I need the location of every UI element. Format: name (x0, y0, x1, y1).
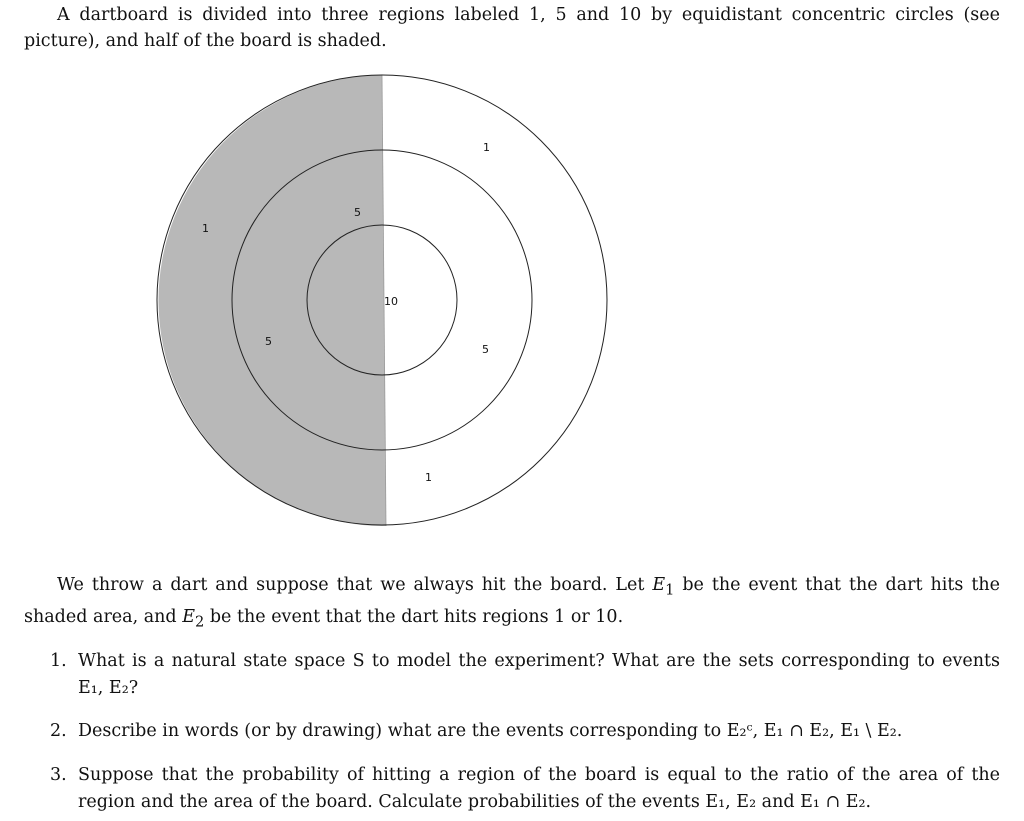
setup-text-2: be the event that the dart hits the shaded area, and (24, 575, 1000, 627)
event-e1-sub: 1 (665, 581, 675, 599)
question-1 (50, 648, 1000, 702)
label-middle-right: 5 (482, 343, 489, 356)
label-outer-left: 1 (202, 222, 209, 235)
question-2-text: Describe in words (or by drawing) what are the events corresponding to E₂ᶜ, E₁ ∩ E₂, E₁ \ E₂. (78, 721, 903, 741)
label-outer-right-top: 1 (483, 141, 490, 154)
question-1-text: What is a natural state space S to model the experiment? What are the sets corresponding to events E₁, E₂? (78, 651, 1000, 698)
question-3-text: Suppose that the probability of hitting a region of the board is equal to the ratio of the area of the region and the area of the board. Calculate probabilities of the events E₁, E₂ and E₁ ∩ E₂. (78, 765, 1000, 812)
event-e2: E (182, 606, 195, 627)
event-e1: E (652, 575, 666, 595)
label-center: 10 (384, 295, 398, 308)
shaded-half (158, 75, 386, 526)
intro-paragraph: A dartboard is divided into three regions labeled 1, 5 and 10 by equidistant concentric circles (see picture), and half of the board is shaded. (24, 5, 1000, 51)
question-2 (50, 718, 1000, 745)
setup-text-3: be the event that the dart hits regions 1 or 10. (209, 606, 624, 627)
label-middle-left-bottom: 5 (265, 335, 272, 348)
question-1-number: 1. (50, 651, 67, 671)
question-3-number: 3. (50, 765, 67, 785)
setup-text-1: We throw a dart and suppose that we always hit the board. Let (57, 575, 645, 595)
setup-paragraph (24, 572, 1000, 635)
question-2-number: 2. (50, 721, 67, 741)
question-3 (50, 762, 1000, 816)
label-middle-left-top: 5 (354, 206, 361, 219)
event-e2-sub: 2 (195, 613, 205, 630)
label-outer-bottom: 1 (425, 471, 432, 484)
